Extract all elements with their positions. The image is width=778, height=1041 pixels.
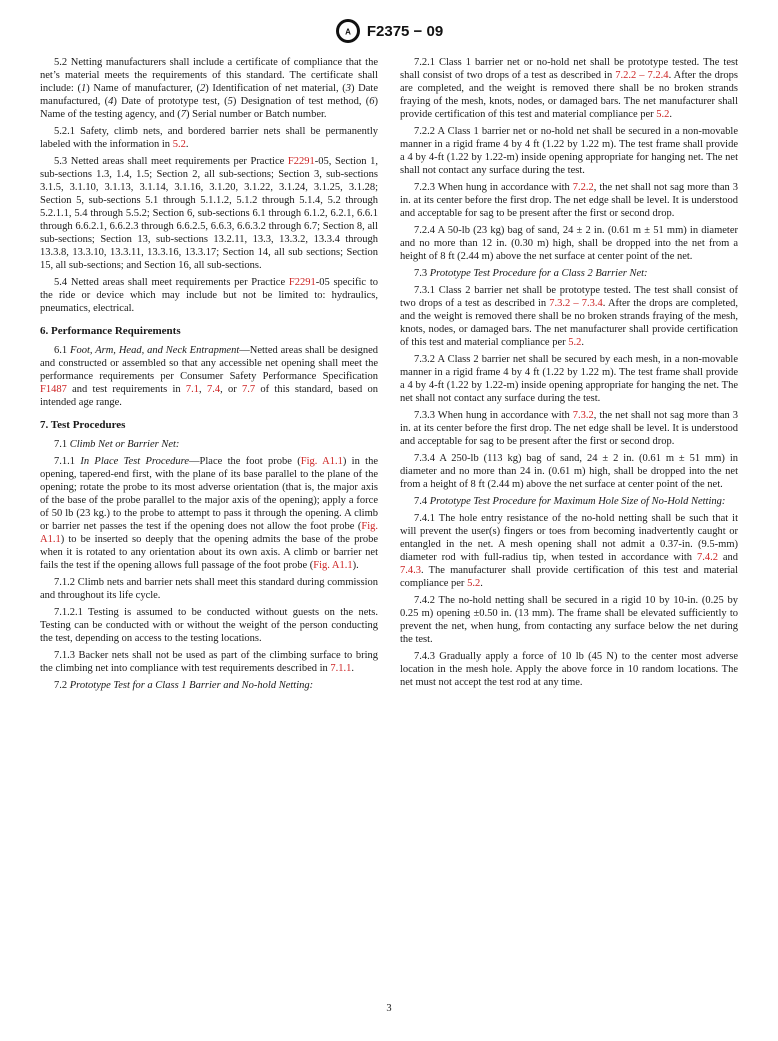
ref-link[interactable]: 7.2.2 – 7.2.4 [615,70,669,81]
section-7-3-4: 7.3.4 A 250-lb (113 kg) bag of sand, 24 ± 2 in. (0.61 m ± 51 mm) in diameter and no more than 24 in. (0.61 m) high, shall be dropped into the net from a height of 8 ft (2.44 m) above the net surface at center point of the net. [400,453,738,490]
ref-link[interactable]: F2291 [287,156,315,167]
section-5-4: 5.4 Netted areas shall meet requirements per Practice F2291-05 specific to the ride or device which may include but not be limited to: hydraulics, pneumatics, electrical. [40,277,378,314]
ref-link[interactable]: 5.2 [172,139,186,150]
ref-link[interactable]: 7.7 [242,384,256,395]
ref-link[interactable]: 5.2 [568,337,582,348]
heading-performance-requirements: 6. Performance Requirements [40,325,181,337]
section-7-1-2-1: 7.1.2.1 Testing is assumed to be conducted without guests on the nets. Testing can be conducted with or without the weight of the person conducting the test, depending on access to the testing locations. [40,607,378,644]
section-7-4-3: 7.4.3 Gradually apply a force of 10 lb (45 N) to the center most adverse location in the mesh hole. Apply the above force in 10 random locations. The net must not accept the test rod at any time. [400,651,738,688]
ref-link[interactable]: F2291 [288,277,316,288]
section-7-4: 7.4 Prototype Test Procedure for Maximum Hole Size of No-Hold Netting: [414,496,726,507]
section-7-2-4: 7.2.4 A 50-lb (23 kg) bag of sand, 24 ± 2 in. (0.61 m ± 51 mm) in diameter and no more than 12 in. (0.30 m) high, shall be dropped into the net from a height of 8 ft (2.44 m) above the net surface at center point of the net. [400,225,738,262]
section-7-2-1: 7.2.1 Class 1 barrier net or no-hold net shall be prototype tested. The test shall consist of two drops of a test as described in 7.2.2 – 7.2.4. After the drops are completed, and the weight is removed there shall be no broken strands fraying of the mesh, knots, nodes, or damaged bars. The net manufacturer shall provide certification of this test and material compliance per 5.2. [400,57,738,120]
left-column [40,56,378,696]
ref-link[interactable]: 5.2 [467,578,481,589]
section-7-4-1: 7.4.1 The hole entry resistance of the no-hold netting shall be such that it will prevent the user(s) fingers or toes from becoming inadvertently caught or entangled in the net. A mesh opening shall not admit a 0.37-in. (9.5-mm) diameter rod with full-radius tip, when tested in accordance with 7.4.2 and 7.4.3. The manufacturer shall provide certification of this test and material compliance per 5.2. [400,513,738,589]
page-header [0,16,778,46]
ref-link[interactable]: Fig. A1.1 [300,456,343,467]
ref-link[interactable]: 7.4 [206,384,221,395]
section-5-3: 5.3 Netted areas shall meet requirements per Practice F2291-05, Section 1, sub-sections 1.3, 1.4, 1.5; Section 2, all sub-sections; Section 3, sub-sections 3.1.5, 3.1.10, 3.1.13, 3.1.14, 3.1.16, 3.1.20, 3.1.22, 3.1.24, 3.1.25, 3.1.28; Section 5, sub-sections 5.1 through 5.1.1.2, 5.1.2 through 5.1.4, 5.2 through 5.2.1.1, 5.4 through 5.5.2; Section 6, sub-sections 6.1 through 6.1.2, 6.2.1, 6.6.1 through 6.6.2.1, 6.6.2.3 through 6.6.2.5, 6.6.3, 6.6.3.2 through 6.7; Section 8, all sub-sections; Section 13, sub-sections 13.2.11, 13.3, 13.3.2, 13.3.4 through 13.3.8, 13.3.10, 13.3.11, 13.3.16, 13.3.17; Section 14, all sub sections; Section 15, all sub-sections; and Section 16, all sub-sections. [40,156,378,271]
section-7-3-3: 7.3.3 When hung in accordance with 7.3.2, the net shall not sag more than 3 in. at its center before the first drop. The net edge shall be level. It is understood and acceptable for sag to be present after the first or second drop. [400,410,738,447]
ref-link[interactable]: 7.4.2 [696,552,718,563]
ref-link[interactable]: 7.1 [185,384,200,395]
ref-link[interactable]: Fig. A1.1 [313,560,353,571]
section-6-1: 6.1 Foot, Arm, Head, and Neck Entrapment—Netted areas shall be designed and constructed or assembled so that any accessible net opening shall meet the performance requirements per Consumer Safety Performance Specification F1487 and test requirements in 7.1, 7.4, or 7.7 of this standard, based on intended age range. [40,345,379,408]
ref-link[interactable]: 7.2.2 [572,182,594,193]
ref-link[interactable]: 7.3.2 [572,410,594,421]
section-7-2: 7.2 Prototype Test for a Class 1 Barrier and No-hold Netting: [54,680,314,691]
section-7-1-3: 7.1.3 Backer nets shall not be used as part of the climbing surface to bring the climbing net into compliance with test requirements described in 7.1.1. [40,650,378,674]
section-7-1-1: 7.1.1 In Place Test Procedure—Place the foot probe (Fig. A1.1) in the opening, tapered-end first, with the plane of its base parallel to the plane of the opening; rotate the probe to its most adverse orientation (that is, the major axis of the base of the probe parallel to the major axis of the opening); apply a force of 50 lb (23 kg.) to the probe to attempt to pass it through the opening. A climb or barrier net passes the test if the opening does not allow the foot probe (Fig. A1.1) to be inserted so deeply that the opening admits the base of the probe when it is rotated to any orientation about its own axis. A climb or barrier net fails the test if the opening allows full passage of the foot probe (Fig. A1.1). [40,456,378,571]
page-number: 3 [386,1003,392,1014]
section-5-2-1: 5.2.1 Safety, climb nets, and bordered barrier nets shall be permanently labeled with the information in 5.2. [40,126,378,150]
ref-link[interactable]: 7.3.2 – 7.3.4 [549,298,603,309]
section-7-4-2: 7.4.2 The no-hold netting shall be secured in a rigid 10 by 10-in. (0.25 by 0.25 m) opening ±0.50 in. (13 mm). The frame shall be elevated sufficiently to prevent the net, when hung, from contacting any surface below the net during the test. [400,595,738,645]
section-7-1-2: 7.1.2 Climb nets and barrier nets shall meet this standard during commission and throughout its life cycle. [40,577,378,601]
svg-text:A: A [344,27,351,37]
heading-test-procedures: 7. Test Procedures [40,419,126,431]
ref-link[interactable]: Fig. A1.1 [40,521,378,545]
ref-link[interactable]: 7.4.3 [400,565,421,576]
section-5-2: 5.2 Netting manufacturers shall include a certificate of compliance that the net’s material meets the requirements of this standard. The certificate shall include: (1) Name of manufacturer, (2) Identification of net material, (3) Date manufactured, (4) Date of prototype test, (5) Designation of test method, (6) Name of the testing agency, and (7) Serial number or Batch number. [40,57,379,120]
section-7-1: 7.1 Climb Net or Barrier Net: [54,439,180,450]
ref-link[interactable]: F1487 [40,384,67,395]
section-7-2-2: 7.2.2 A Class 1 barrier net or no-hold net shall be secured in a non-movable manner in a rigid frame 4 by 4 ft (1.22 by 1.22 m). The test frame shall provide a 4 by 4-ft (1.22 by 1.22-m) inside opening appropriate for hanging net. The net shall not contact any surface during the test. [400,126,738,176]
ref-link[interactable]: 5.2 [656,109,670,120]
standard-designation: F2375 − 09 [366,22,444,40]
section-7-3-2: 7.3.2 A Class 2 barrier net shall be secured by each mesh, in a non-movable manner in a rigid frame 4 by 4 ft (1.22 by 1.22 m). The test frame shall provide a 4 by 4-ft (1.22 by 1.22-m) inside opening appropriate for hanging the net. The net shall not contact any surface during the test. [400,354,738,404]
astm-logo [335,18,361,44]
ref-link[interactable]: 7.1.1 [330,663,352,674]
section-7-3-1: 7.3.1 Class 2 barrier net shall be prototype tested. The test shall consist of two drops of a test as described in 7.3.2 – 7.3.4. After the drops are completed, and the weight is removed there shall be no broken strands fraying of the mesh, knots, nodes, or damaged bars. The net manufacturer shall provide certification of this test and material compliance per 5.2. [400,285,738,348]
right-column [400,56,738,693]
section-7-3: 7.3 Prototype Test Procedure for a Class 2 Barrier Net: [414,268,648,279]
section-7-2-3: 7.2.3 When hung in accordance with 7.2.2, the net shall not sag more than 3 in. at its center before the first drop. The net edge shall be level. It is understood and acceptable for sag to be present after the first or second drop. [400,182,738,219]
